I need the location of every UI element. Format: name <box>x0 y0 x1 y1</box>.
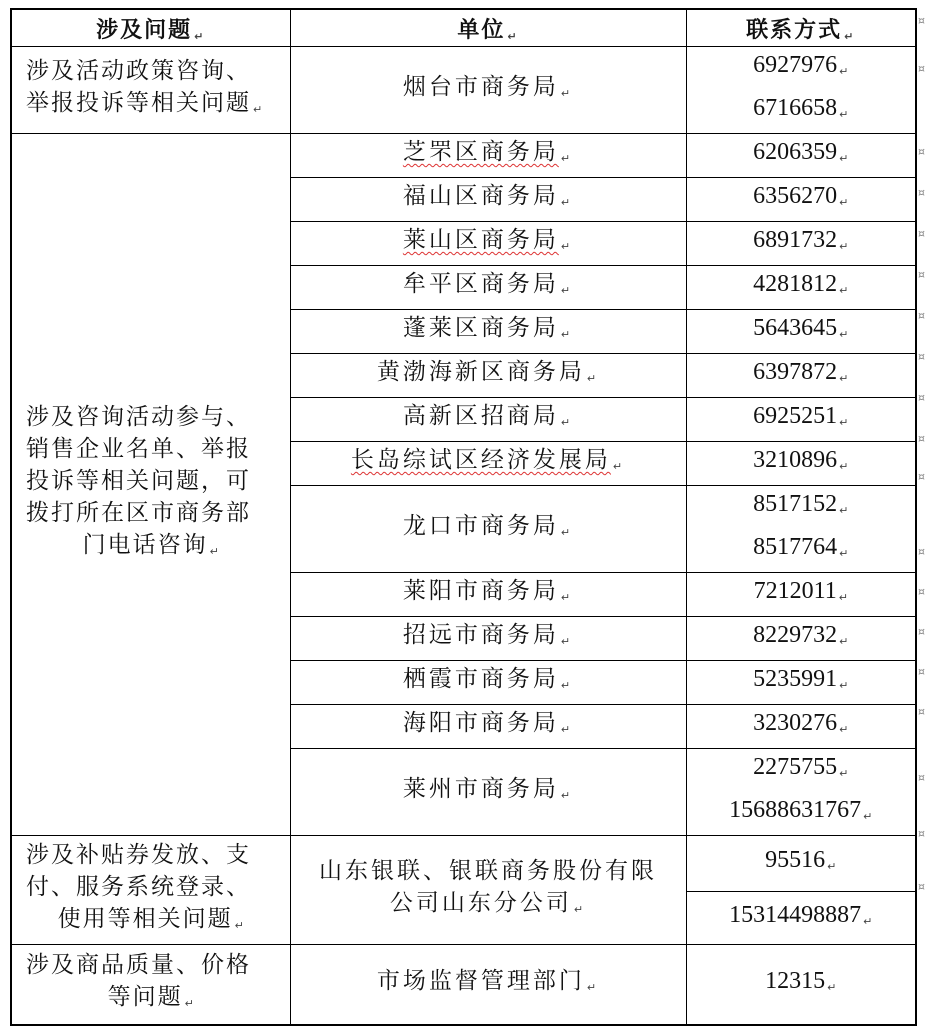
phone-unionpay-mobile: 15314498887 ↵ <box>686 892 916 945</box>
phone-yantai-commerce: 6927976 ↵ 6716658 ↵ <box>686 47 916 134</box>
unit-office: 海阳市商务局 ↵ <box>290 705 686 749</box>
row-end-mark: ¤ <box>918 470 925 483</box>
table-row <box>11 836 916 892</box>
row-end-mark: ¤ <box>918 880 925 893</box>
unit-office: 招远市商务局 ↵ <box>290 617 686 661</box>
phone-office: 3210896 ↵ <box>686 442 916 486</box>
phone-office: 5235991 ↵ <box>686 661 916 705</box>
phone-office: 6356270 ↵ <box>686 178 916 222</box>
unit-office: 蓬莱区商务局 ↵ <box>290 310 686 354</box>
header-contact: 联系方式 ↵ <box>686 9 916 47</box>
unit-office: 芝罘区商务局 ↵ <box>290 134 686 178</box>
phone-office: 3230276 ↵ <box>686 705 916 749</box>
unit-market-supervision: 市场监督管理部门 ↵ <box>290 945 686 1025</box>
phone-office: 6206359 ↵ <box>686 134 916 178</box>
issue-policy: 涉及活动政策咨询、 举报投诉等相关问题 ↵ <box>11 47 290 134</box>
unit-office: 莱州市商务局 ↵ <box>290 749 686 836</box>
unit-office: 莱阳市商务局 ↵ <box>290 573 686 617</box>
row-end-mark: ¤ <box>918 585 925 598</box>
row-end-mark: ¤ <box>918 625 925 638</box>
row-end-mark: ¤ <box>918 705 925 718</box>
row-end-mark: ¤ <box>918 268 925 281</box>
row-end-mark: ¤ <box>918 391 925 404</box>
row-end-mark: ¤ <box>918 432 925 445</box>
phone-office: 6397872 ↵ <box>686 354 916 398</box>
unit-office: 福山区商务局 ↵ <box>290 178 686 222</box>
phone-office: 2275755 ↵ 15688631767 ↵ <box>686 749 916 836</box>
issue-quality-price: 涉及商品质量、价格 等问题 ↵ <box>11 945 290 1025</box>
row-end-mark: ¤ <box>918 309 925 322</box>
header-row <box>11 9 916 47</box>
phone-office: 4281812 ↵ <box>686 266 916 310</box>
unit-office: 莱山区商务局 ↵ <box>290 222 686 266</box>
table-row <box>11 47 916 134</box>
phone-office: 7212011 ↵ <box>686 573 916 617</box>
issue-subsidy: 涉及补贴券发放、支 付、服务系统登录、 使用等相关问题 ↵ <box>11 836 290 945</box>
row-end-mark: ¤ <box>918 771 925 784</box>
unit-unionpay: 山东银联、银联商务股份有限 公司山东分公司 ↵ <box>290 836 686 945</box>
contact-table <box>10 8 917 1026</box>
phone-office: 6891732 ↵ <box>686 222 916 266</box>
unit-office: 栖霞市商务局 ↵ <box>290 661 686 705</box>
row-end-mark: ¤ <box>918 186 925 199</box>
phone-unionpay-hotline: 95516 ↵ <box>686 836 916 892</box>
header-issue: 涉及问题 ↵ <box>11 9 290 47</box>
phone-office: 8517152 ↵ 8517764 ↵ <box>686 486 916 573</box>
unit-office: 高新区招商局 ↵ <box>290 398 686 442</box>
table-row <box>11 134 916 178</box>
phone-office: 5643645 ↵ <box>686 310 916 354</box>
row-end-mark: ¤ <box>918 827 925 840</box>
unit-office: 龙口市商务局 ↵ <box>290 486 686 573</box>
phone-office: 6925251 ↵ <box>686 398 916 442</box>
row-end-mark: ¤ <box>918 62 925 75</box>
row-end-mark: ¤ <box>918 145 925 158</box>
phone-office: 8229732 ↵ <box>686 617 916 661</box>
row-end-mark: ¤ <box>918 545 925 558</box>
phone-market-supervision: 12315 ↵ <box>686 945 916 1025</box>
row-end-mark: ¤ <box>918 350 925 363</box>
header-unit: 单位 ↵ <box>290 9 686 47</box>
unit-office: 牟平区商务局 ↵ <box>290 266 686 310</box>
unit-office: 黄渤海新区商务局 ↵ <box>290 354 686 398</box>
unit-yantai-commerce: 烟台市商务局 ↵ <box>290 47 686 134</box>
table-row <box>11 945 916 1025</box>
row-end-mark: ¤ <box>918 227 925 240</box>
issue-district-consult: 涉及咨询活动参与、 销售企业名单、举报 投诉等相关问题，可 拨打所在区市商务部 门电话咨询 ↵ <box>11 134 290 836</box>
row-end-mark: ¤ <box>918 14 925 27</box>
unit-office: 长岛综试区经济发展局 ↵ <box>290 442 686 486</box>
row-end-mark: ¤ <box>918 665 925 678</box>
